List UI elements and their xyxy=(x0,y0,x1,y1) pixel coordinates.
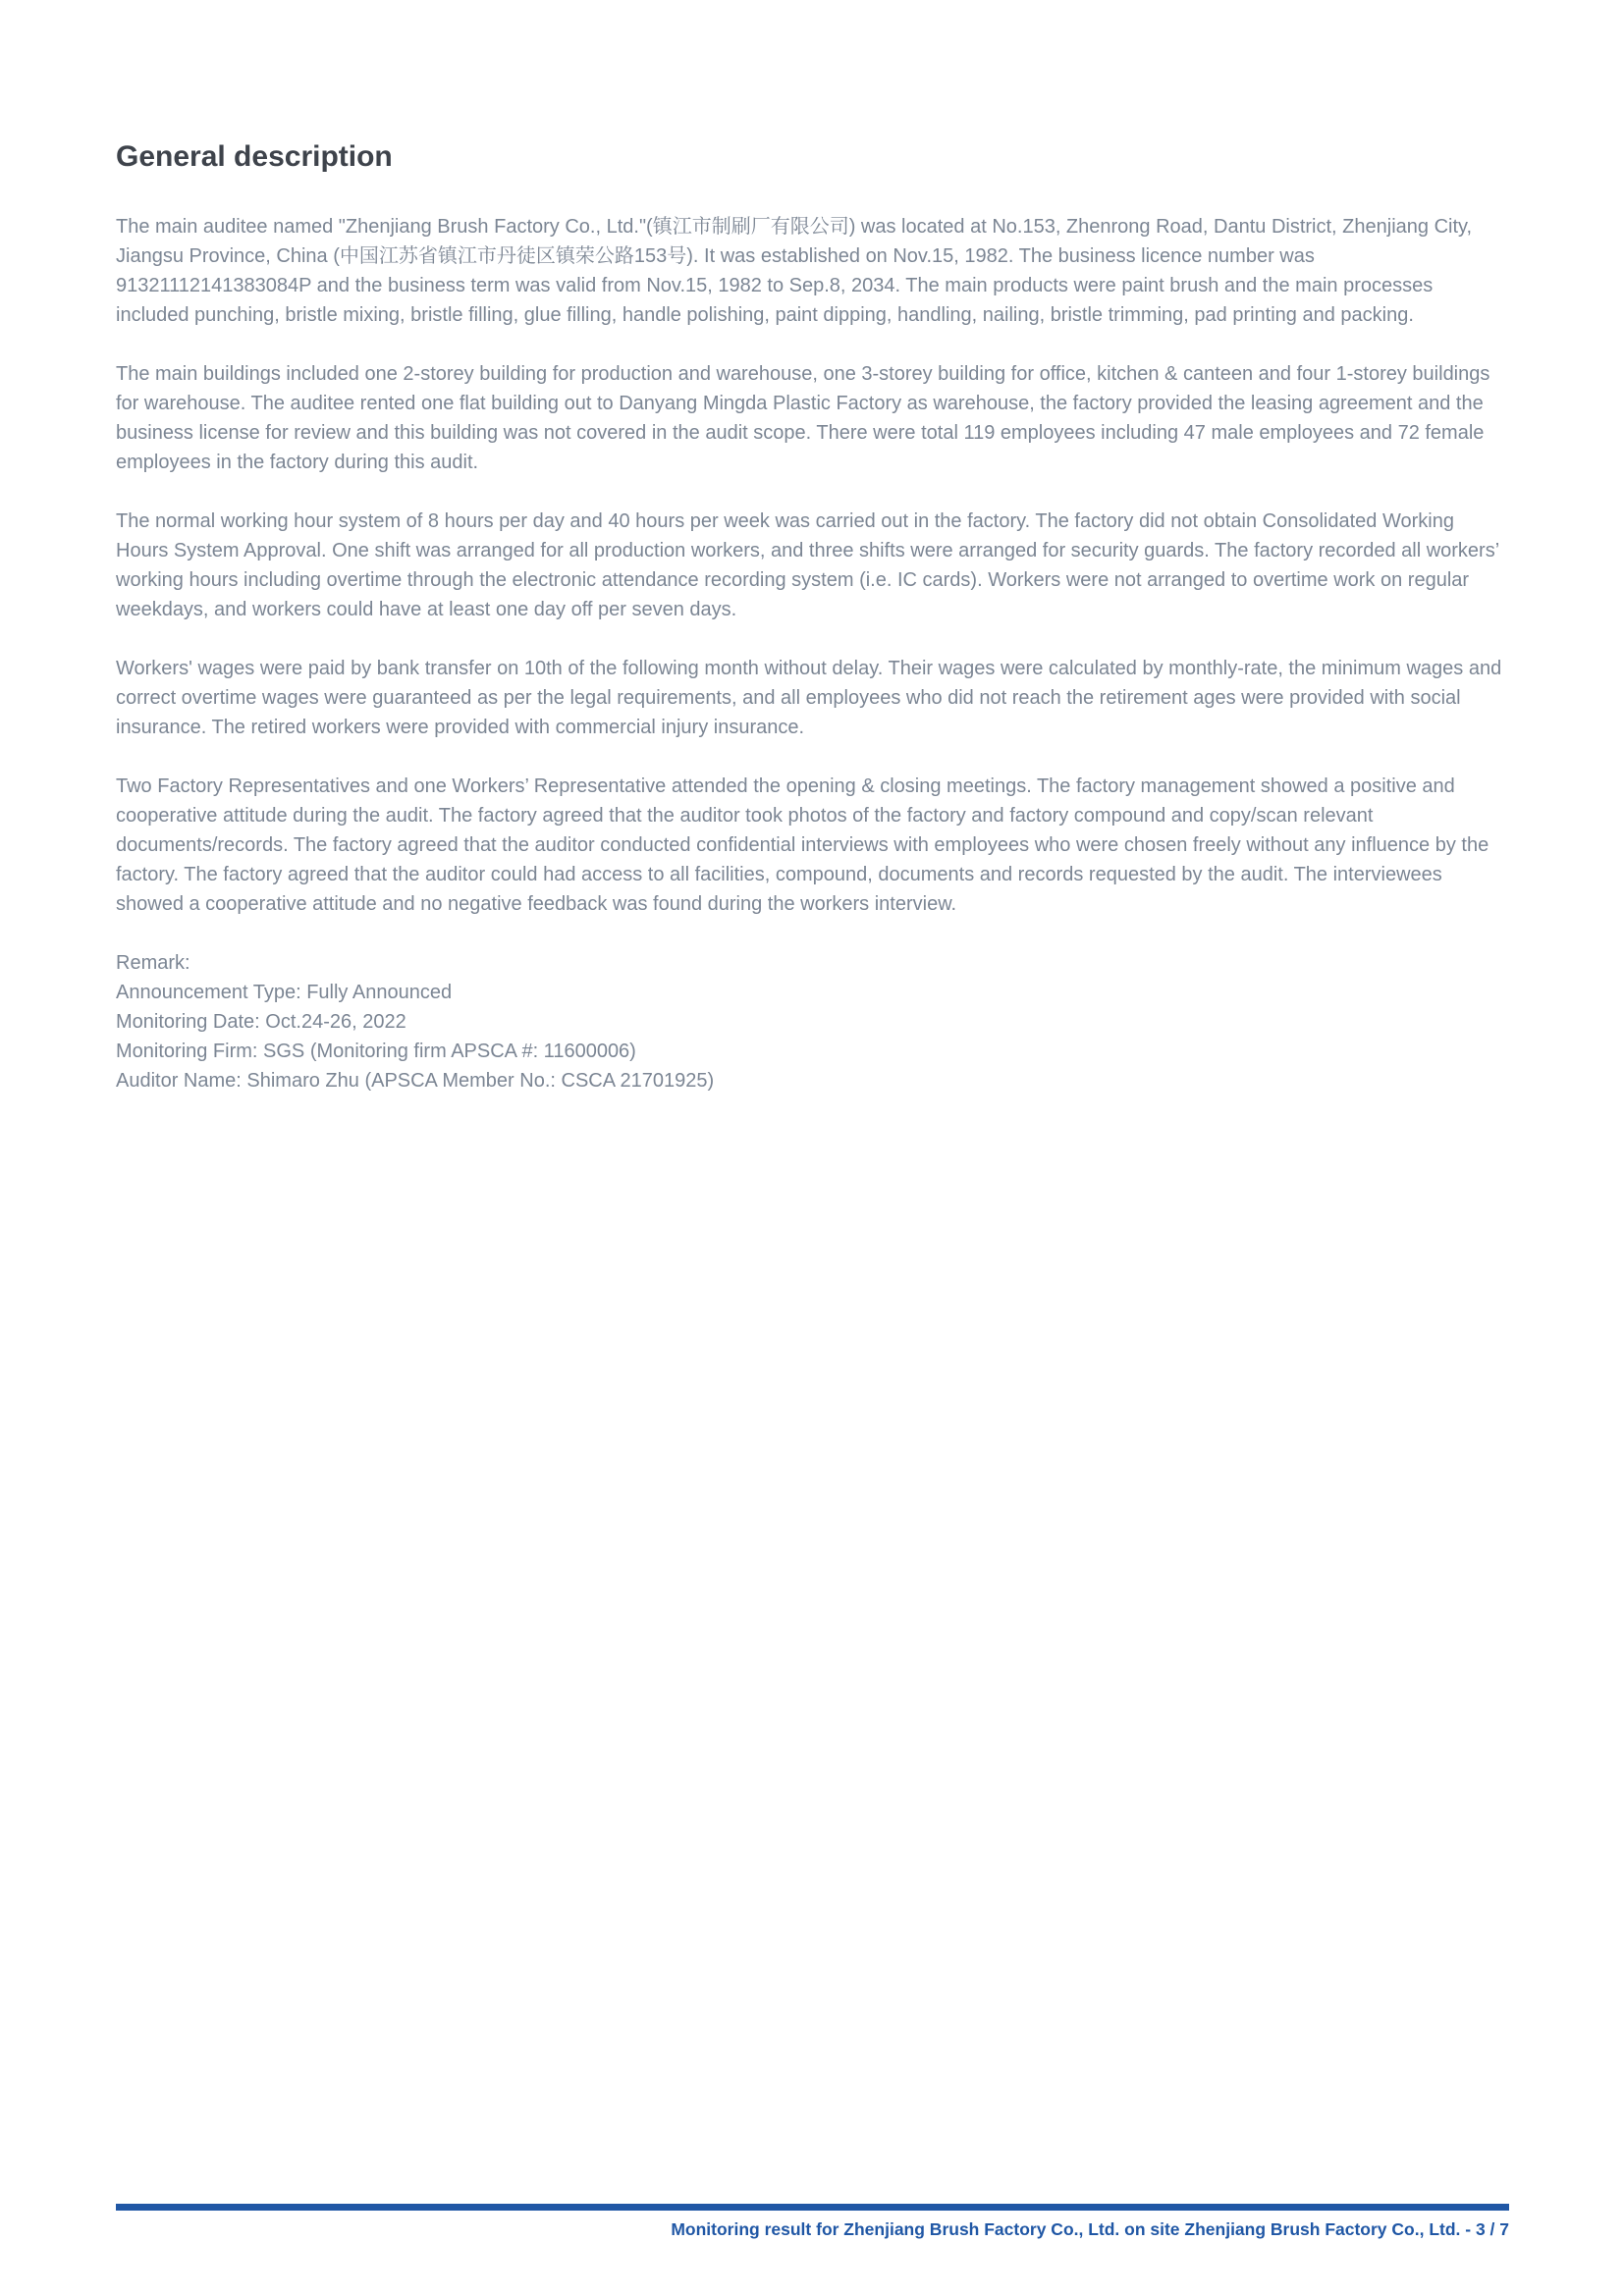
paragraph-working-hours: The normal working hour system of 8 hours per day and 40 hours per week was carried out in the factory. The factory did not obtain Consolidated Working Hours System Approval. One shift was arranged for all production workers, and three shifts were arranged for security guards. The factory recorded all workers’ working hours including overtime through the electronic attendance recording system (i.e. IC cards). Workers were not arranged to overtime work on regular weekdays, and workers could have at least one day off per seven days. xyxy=(116,510,1499,620)
paragraph-buildings-employees: The main buildings included one 2-storey building for production and warehouse, one 3-storey building for office, kitchen & canteen and four 1-storey buildings for warehouse. The auditee rented one flat building out to Danyang Mingda Plastic Factory as warehouse, the factory provided the leasing agreement and the business license for review and this building was not covered in the audit scope. There were total 119 employees including 47 male employees and 72 female employees in the factory during this audit. xyxy=(116,363,1490,473)
paragraph-wages-insurance: Workers' wages were paid by bank transfer on 10th of the following month without delay. Their wages were calculated by monthly-rate, the minimum wages and correct overtime wages were guaranteed as per the legal requirements, and all employees who did not reach the retirement ages were provided with social insurance. The retired workers were provided with commercial injury insurance. xyxy=(116,658,1502,738)
section-heading: General description xyxy=(116,140,393,173)
footer-divider xyxy=(116,2204,1509,2211)
paragraph-meetings-cooperation: Two Factory Representatives and one Workers’ Representative attended the opening & closing meetings. The factory management showed a positive and cooperative attitude during the audit. The factory agreed that the auditor took photos of the factory and factory compound and copy/scan relevant documents/records. The factory agreed that the auditor conducted confidential interviews with employees who were chosen freely without any influence by the factory. The factory agreed that the auditor could had access to all facilities, compound, documents and records requested by the audit. The interviewees showed a cooperative attitude and no negative feedback was found during the workers interview. xyxy=(116,775,1489,915)
remark-monitoring-date: Monitoring Date: Oct.24-26, 2022 xyxy=(116,1011,406,1033)
remark-label: Remark: xyxy=(116,952,190,974)
remark-announcement-type: Announcement Type: Fully Announced xyxy=(116,982,453,1003)
general-description-section xyxy=(116,140,1510,1095)
paragraph-auditee-overview: The main auditee named "Zhenjiang Brush Factory Co., Ltd."(镇江市制刷厂有限公司) was located at No.153, Zhenrong Road, Dantu District, Zhenjiang City, Jiangsu Province, China (中国江苏省镇江市丹徒区镇荣公路153号). It was established on Nov.15, 1982. The business licence number was 91321112141383084P and the business term was valid from Nov.15, 1982 to Sep.8, 2034. The main products were paint brush and the main processes included punching, bristle mixing, bristle filling, glue filling, handle polishing, paint dipping, handling, nailing, bristle trimming, pad printing and packing. xyxy=(116,216,1473,326)
remark-auditor-name: Auditor Name: Shimaro Zhu (APSCA Member No.: CSCA 21701925) xyxy=(116,1070,715,1092)
remark-monitoring-firm: Monitoring Firm: SGS (Monitoring firm APSCA #: 11600006) xyxy=(116,1041,636,1062)
footer-page-info: Monitoring result for Zhenjiang Brush Factory Co., Ltd. on site Zhenjiang Brush Factory Co., Ltd. - 3 / 7 xyxy=(671,2219,1509,2239)
remark-block xyxy=(116,948,1510,1095)
